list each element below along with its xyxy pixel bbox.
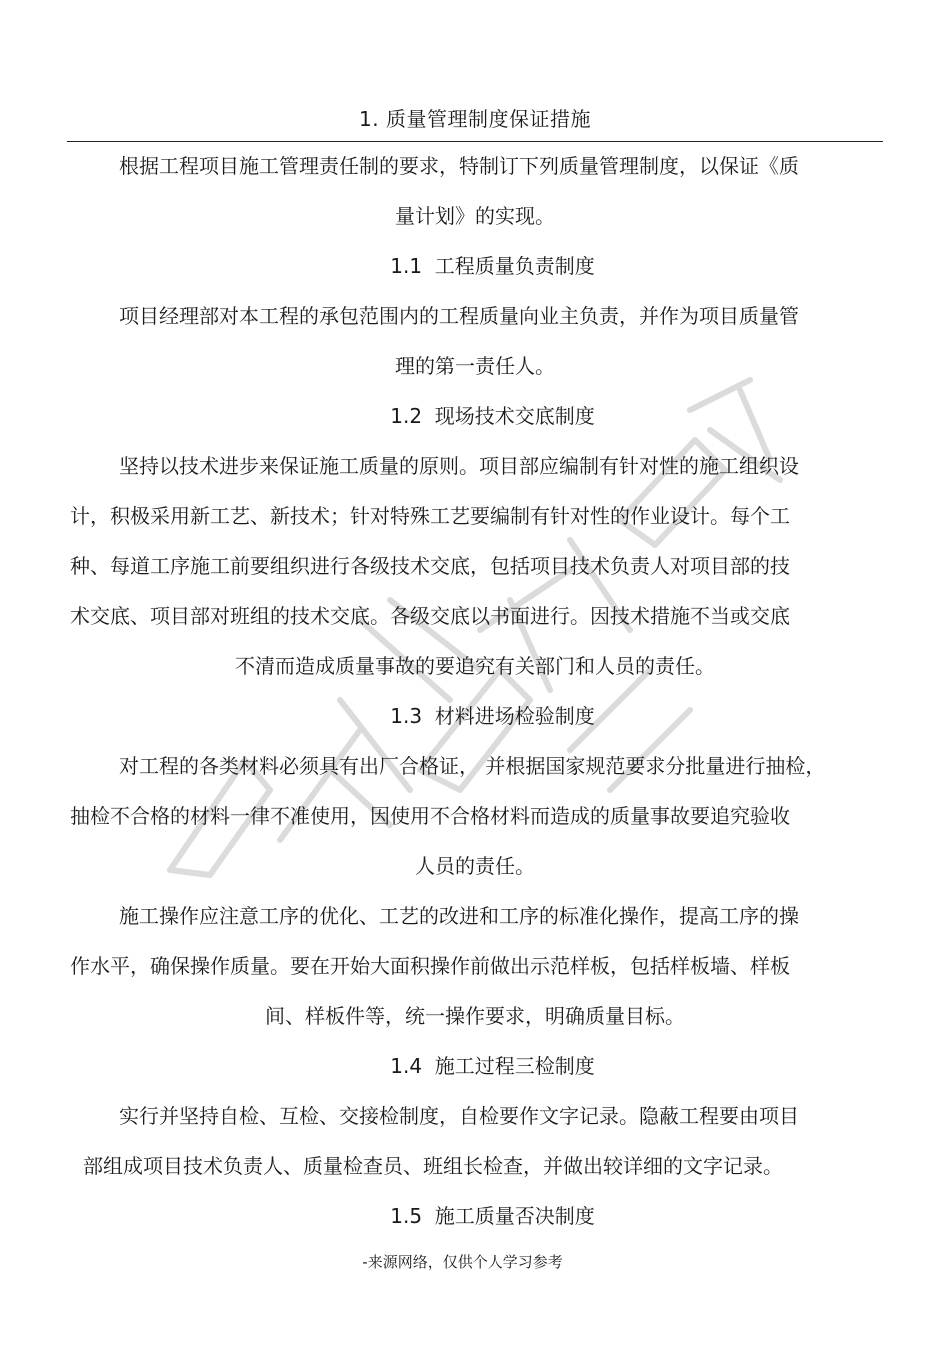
paragraph-line: 计，积极采用新工艺、新技术；针对特殊工艺要编制有针对性的作业设计。每个工 bbox=[70, 504, 790, 528]
paragraph-line: 术交底、项目部对班组的技术交底。各级交底以书面进行。因技术措施不当或交底 bbox=[70, 604, 790, 628]
section-heading-1-5: 1.5 施工质量否决制度 bbox=[390, 1204, 595, 1228]
intro-line-2: 量计划》的实现。 bbox=[395, 204, 555, 228]
paragraph-line: 人员的责任。 bbox=[415, 854, 535, 878]
paragraph-line: 作水平，确保操作质量。要在开始大面积操作前做出示范样板，包括样板墙、样板 bbox=[70, 954, 790, 978]
paragraph-line: 理的第一责任人。 bbox=[395, 354, 555, 378]
intro-line-1: 根据工程项目施工管理责任制的要求，特制订下列质量管理制度，以保证《质 bbox=[119, 154, 799, 178]
paragraph-line: 种、每道工序施工前要组织进行各级技术交底，包括项目技术负责人对项目部的技 bbox=[70, 554, 790, 578]
paragraph-line: 对工程的各类材料必须具有出厂合格证， 并根据国家规范要求分批量进行抽检， bbox=[119, 754, 826, 778]
paragraph-line: 坚持以技术进步来保证施工质量的原则。项目部应编制有针对性的施工组织设 bbox=[119, 454, 799, 478]
paragraph-line: 间、样板件等，统一操作要求，明确质量目标。 bbox=[265, 1004, 685, 1028]
paragraph-line: 部组成项目技术负责人、质量检查员、班组长检查，并做出较详细的文字记录。 bbox=[83, 1154, 783, 1178]
title-divider bbox=[67, 141, 883, 142]
paragraph-line: 不清而造成质量事故的要追究有关部门和人员的责任。 bbox=[235, 654, 715, 678]
section-heading-1-4: 1.4 施工过程三检制度 bbox=[390, 1054, 595, 1078]
paragraph-line: 施工操作应注意工序的优化、工艺的改进和工序的标准化操作，提高工序的操 bbox=[119, 904, 799, 928]
paragraph-line: 抽检不合格的材料一律不准使用，因使用不合格材料而造成的质量事故要追究验收 bbox=[70, 804, 790, 828]
paragraph-line: 实行并坚持自检、互检、交接检制度，自检要作文字记录。隐蔽工程要由项目 bbox=[119, 1104, 799, 1128]
section-heading-1-2: 1.2 现场技术交底制度 bbox=[390, 404, 595, 428]
page-footer: -来源网络，仅供个人学习参考 bbox=[362, 1253, 563, 1271]
section-heading-1-3: 1.3 材料进场检验制度 bbox=[390, 704, 595, 728]
document-title: 1. 质量管理制度保证措施 bbox=[359, 107, 591, 131]
section-heading-1-1: 1.1 工程质量负责制度 bbox=[390, 254, 595, 278]
paragraph-line: 项目经理部对本工程的承包范围内的工程质量向业主负责，并作为项目质量管 bbox=[119, 304, 799, 328]
